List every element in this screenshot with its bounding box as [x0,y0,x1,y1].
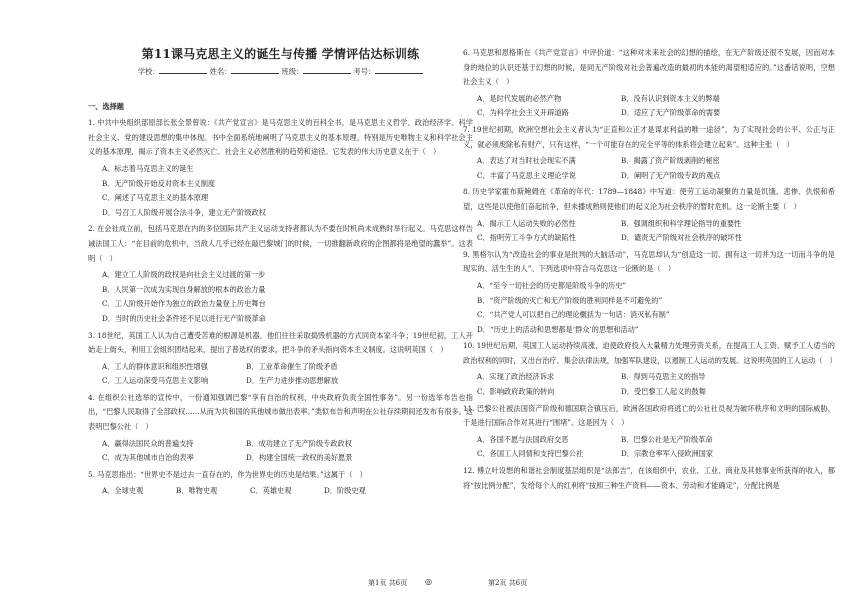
option: C．成为其他城市自治的表率 [102,453,194,463]
question-text: 8. 历史学家霍布斯鲍姆在《革命的年代：1789—1848》中写道：使劳工运动凝聚的力量是饥饿、悲惨、仇恨和希望，这些是以使他们奋起抗争，但未播成熟则使他们的起义沦为社会秩序的暂时危机。这一论断主要（ ） [463,187,835,211]
option: B．“资产阶级的灭亡和无产阶级的胜利同样是不可避免的” [477,295,663,305]
option: B．人民第一次成为实现自身解放的根本的政治力量 [102,284,266,294]
option: A．工人的群体意识和组织性增强 [102,361,208,371]
option: D．谴责无产阶级对社会秩序的破坏性 [621,233,742,243]
question-text: 7. 19世纪初期，欧洲空想社会主义者认为“正直和公正才是谋求利益的唯一途径”，为了实现社会的公平、公正与正义，就必须废除私有财产，只有这样，“一个可能存在的完全平等的体系将会建立起来”。这种主张（ ） [463,124,835,149]
question-text: 10. 19世纪后期，英国工人运动持续高涨，迫使政府投入大量精力处理劳资关系，在提高工人工资、赋予工人适当的政治权利的同时，又出台治疗、集会法律法规，加强军队建设，以遏制工人运动的发展。这说明英国的工人运动（ ） [463,341,837,365]
option: D．“历史上的活动和思想都是‘群众’的思想和活动” [477,324,639,334]
option: C．英雄史观 [250,486,292,496]
page-number-right: 第2页 共6页 [488,579,528,587]
option: B．巴黎公社是无产阶级革命 [621,434,713,444]
school-field[interactable] [159,65,207,74]
option: A．赢得法国民众的普遍支持 [102,438,194,448]
option: C．影响政府政策的转向 [477,387,555,397]
option: D．构建全国统一政权的美好愿景 [246,453,353,463]
question-options [88,360,473,389]
option: C．各国工人同情和支持巴黎公社 [477,449,584,459]
binding-mark-icon: ◎ [425,577,432,586]
option: B．工业革命催生了阶级矛盾 [246,361,338,371]
question-options [88,268,473,326]
option: D．号召工人阶级开展合法斗争，建立无产阶级政权 [102,207,266,217]
question-options [88,437,473,466]
question-options [463,279,835,337]
option: D．宗教仓率军入侵欧洲国家 [621,449,714,459]
question-options [463,154,835,183]
question-options [88,484,473,499]
left-column [88,0,473,499]
option: B．强调组织和科学理论指导的重要性 [621,218,742,228]
option: A．“至今一切社会的历史都是阶级斗争的历史” [477,280,627,290]
class-field[interactable] [303,65,351,74]
option: A．揭示工人运动失败的必然性 [477,218,576,228]
question-options [463,370,835,399]
name-label: 姓名： [209,67,232,76]
question-text: 12. 傅立叶设想的和谐社会制度基层组织是“法郎吉”，在该组织中，农业、工业、商业及其他事业所获得的收入，都将“按比例分配”，发给每个人的红利将“按照三种生产资料——资本、劳动和才能确定”，分配比例是 [463,466,835,490]
right-column [463,0,835,493]
option: D．当时的历史社会条件还不足以进行无产阶级革命 [102,313,266,323]
section-heading: 一、选择题 [88,101,124,111]
question-text: 9. 黑格尔认为“改造社会的事业是批判的大脑活动”，马克思却认为“创造这一切、拥有这一切并为这一切而斗争的是现实的、活生生的人”。下列选项中符合马克思这一论断的是（ ） [463,249,835,274]
question-text: 3. 18世纪，英国工人认为自己遭受苦难的根源是机器，他们往往采取捣毁机器的方式同资本家斗争；19世纪初，工人开始走上街头，利用工会组织团结起来，提出了普选权的要求，把斗争的矛头指向资本主义制度。这说明英国（ ） [88,330,473,355]
option: D．适应了无产阶级革命的需要 [621,108,721,118]
student-info-line [88,65,473,80]
option: B．揭露了资产阶级剥削的秘密 [621,156,720,166]
page-title: 第11课马克思主义的诞生与传播 学情评估达标训练 [141,47,420,61]
question-text: 2. 在会社成立前，包括马克思在内的多位国际共产主义运动支持者都认为不要在时机尚未成熟时举行起义。马克思这样告诫法国工人：“在目前的危机中，当敌人几乎已经在敲巴黎城门的时候，一切推翻新政府的企图都将是绝望的蠢举”。这表明（ ） [88,224,473,263]
option: A．全球史观 [102,486,144,496]
class-label: 班级： [281,67,304,76]
option: C．工人运动深受马克思主义影响 [102,376,209,386]
option: A．是时代发展的必然产物 [477,93,562,103]
option: B．没有认识到资本主义的弊端 [621,93,720,103]
question-text: 11. 巴黎公社被法国资产阶级和德国联合镇压后，欧洲各国政府将逃亡的公社社员视为破坏秩序和文明的国际威胁，于是进行国际合作对其进行“围堵”。这是因为（ ） [463,403,835,428]
option: B．无产阶级开始反对资本主义制度 [102,178,216,188]
question-options [463,433,835,462]
question-text: 1. 中共中央组织部原部长张全景曾说：《共产党宣言》是马克思主义的百科全书，是马克思主义哲学、政治经济学、科学社会主义、党的建设思想的集中体现。书中全面系统地阐明了马克思主义的基本原理，特别是历史唯物主义和科学社会主义的基本原理，揭示了资本主义必然灭亡、社会主义必然胜利的趋势和途径。它发表的伟大历史意义在于（ ） [88,118,473,157]
option: B．唯物史观 [176,486,218,496]
option: A．建立工人阶级的政权是向社会主义过渡的第一步 [102,270,266,280]
question-options [463,92,835,121]
option: C．指明劳工斗争方式的缺陷性 [477,233,576,243]
option: A．各国不愿与法国政府交恶 [477,434,569,444]
option: C．丰富了马克思主义理论学说 [477,170,576,180]
option: A．标志着马克思主义的诞生 [102,163,194,173]
number-label: 考号： [353,67,376,76]
question-text: 6. 马克思和恩格斯在《共产党宣言》中评价道：“这种对未来社会的幻想的描绘，在无产阶级还很不发展，因而对本身的地位的认识还基于幻想的时候，是同无产阶级对社会普遍改造的最初的本能的渴望相适应的。”这番话说明，空想社会主义（ ） [463,48,835,87]
question-text: 5. 马克思指出：“世界史不是过去一直存在的，作为世界史的历史是结果。”这属于（ ） [88,469,367,479]
number-field[interactable] [375,65,423,74]
option: D．阐明了无产阶级专政的观点 [621,170,721,180]
option: B．得到马克思主义的指导 [621,372,706,382]
option: A．实现了政治经济诉求 [477,372,555,382]
question-text: 4. 在组织公社选举的宣传中，一份通知强调巴黎“享有自治的权利，中央政府负责全国性事务”。另一份选举布告也指出，“巴黎人民取得了全部政权……从而为共和国的其他城市做出表率。”类似布告和声明在公社存续期间还发布有很多。这表明巴黎公社（ ） [88,392,473,432]
option: C．为科学社会主义开辟道路 [477,108,569,118]
option: D．阶级史观 [324,486,366,496]
option: D．受巴黎工人起义的鼓舞 [621,387,706,397]
option: C．阐述了马克思主义的基本原理 [102,193,209,203]
page-number-left: 第1页 共6页 [368,579,408,587]
option: C．“共产党人可以把自己的理论概括为一句话：消灭私有制” [477,310,670,320]
question-options [463,217,835,246]
option: D．生产力进步推动思想解放 [246,376,339,386]
option: C．工人阶级开始作为独立的政治力量登上历史舞台 [102,299,266,309]
name-field[interactable] [231,65,279,74]
question-options [88,162,473,220]
school-label: 学校： [137,67,160,76]
option: B．成功建立了无产阶级专政政权 [246,438,352,448]
option: A．表达了对当时社会现实不满 [477,156,576,166]
